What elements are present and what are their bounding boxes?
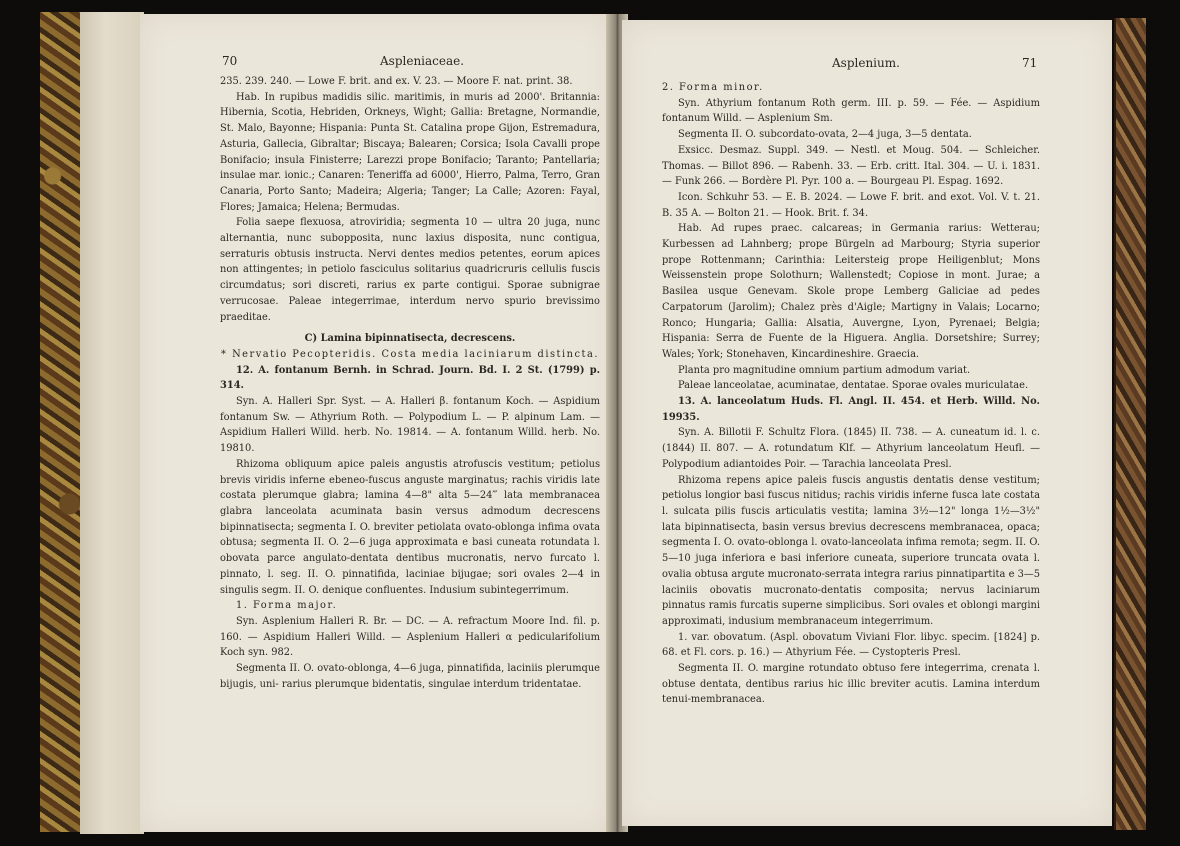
subsection-heading: * Nervatio Pecopteridis. Costa media laciniarum distincta.: [221, 348, 599, 360]
text-line: Paleae lanceolatae, acuminatae, dentatae. Sporae ovales muriculatae.: [678, 380, 1029, 392]
synonym-paragraph: Syn. Athyrium fontanum Roth germ. III. p. 59. — Fée. — Aspidium fontanum Willd. — Asplenium Sm.: [662, 97, 1040, 125]
exsiccatae-paragraph: Exsicc. Desmaz. Suppl. 349. — Nestl. et Moug. 504. — Schleicher. Thomas. — Billot 896. — Rabenh. 33. — Erb. critt. Ital. 304. — U. i. 1831. — Funk 266. — Bordère Pl. Pyr. 100 a. — Bourgeau Pl. Espag. 1692.: [662, 144, 1040, 188]
left-page: [140, 14, 612, 832]
right-running-head: Asplenium.: [832, 56, 900, 70]
variety-heading: 1. var. obovatum. (Aspl. obovatum Viviani Flor. libyc. specim. [1824] p. 68. et Fl. cors. p. 16.) — Athyrium Fée. — Cystopteris Presl.: [662, 631, 1040, 659]
right-page-body: [662, 80, 1040, 708]
form-heading: 2. Forma minor.: [662, 82, 764, 93]
icon-paragraph: Icon. Schkuhr 53. — E. B. 2024. — Lowe F. brit. and exot. Vol. V. t. 21. B. 35 A. — Bolton 21. — Hook. Brit. f. 34.: [662, 191, 1040, 219]
form-heading: 1. Forma major.: [236, 600, 338, 612]
right-page: [622, 20, 1112, 826]
habitat-paragraph: Hab. In rupibus madidis silic. maritimis, in muris ad 2000'. Britannia: Hibernia, Scotia, Hebriden, Orkneys, Wight; Gallia: Bretagne, Normandie, St. Malo, Bayonne; Hispania: Punta St. Catalina prope Gijon, Estremadura, Asturia, Gallecia, Gibraltar; Biscaya; Balearen; Corsica; Isola Cavalli prope Bonifacio; insula Finisterre; Larezzi prope Bonifacio; Taranto; Pantellaria; insulae mar. ionic.; Canaren: Teneriffa ad 6000', Hierro, Palma, Terro, Gran Canaria, Porto Santo; Madeira; Algeria; Tanger; La Calle; Azoren: Fayal, Flores; Jamaica; Helena; Bermudas.: [220, 91, 600, 213]
species-heading: 13. A. lanceolatum Huds. Fl. Angl. II. 454. et Herb. Willd. No. 19935.: [662, 396, 1040, 423]
description-paragraph: Segmenta II. O. ovato-oblonga, 4—6 juga, pinnatifida, laciniis plerumque bijugis, uni- rarius plerumque bidentatis, singulae interdum tridentatae.: [220, 663, 600, 690]
species-heading: 12. A. fontanum Bernh. in Schrad. Journ. Bd. I. 2 St. (1799) p. 314.: [220, 364, 600, 392]
synonym-paragraph: Syn. A. Halleri Spr. Syst. — A. Halleri β. fontanum Koch. — Aspidium fontanum Sw. — Athyrium Roth. — Polypodium L. — P. alpinum Lam. — Aspidium Halleri Willd. herb. No. 19814. — A. fontanum Willd. herb. No. 19810.: [220, 396, 600, 455]
right-page-number: 71: [1022, 56, 1038, 70]
section-heading: C) Lamina bipinnatisecta, decrescens.: [304, 333, 516, 345]
text-line: Segmenta II. O. subcordato-ovata, 2—4 juga, 3—5 dentata.: [678, 129, 972, 141]
page-edges-left: [80, 12, 144, 834]
description-paragraph: Segmenta II. O. margine rotundato obtuso fere integerrima, crenata l. obtuse dentata, dentibus rarius hic illic breviter acutis. Lamina interdum tenui-membranacea.: [662, 663, 1040, 706]
synonym-paragraph: Syn. A. Billotii F. Schultz Flora. (1845) II. 738. — A. cuneatum id. l. c. (1844) II. 807. — A. rotundatum Klf. — Athyrium lanceolatum Heufl. — Polypodium adiantoides Poir. — Tarachia lanceolata Presl.: [662, 427, 1040, 470]
text-line: Planta pro magnitudine omnium partium admodum variat.: [678, 364, 971, 376]
description-paragraph: Folia saepe flexuosa, atroviridia; segmenta 10 — ultra 20 juga, nunc alternantia, nunc subopposita, nunc laxius disposita, nunc contigua, serraturis obtusis instructa. Nervi dentes medios petentes, eorum apices non attingentes; in petiolo fasciculus solitarius quadricruris cellulis fuscis circumdatus; sori discreti, rarius ex parte contigui. Sporae subnigrae verrucosae. Paleae integerrimae, interdum nervo spurio brevissimo praeditae.: [220, 217, 600, 323]
marbled-edge-left: [40, 12, 84, 832]
left-running-head: Aspleniaceae.: [380, 54, 465, 68]
description-paragraph: Rhizoma repens apice paleis fuscis angustis dentatis dense vestitum; petiolus longior basi fuscus nitidus; rachis viridis inferne fusca late costata l. sulcata pilis fuscis articulatis vestita; lamina 3½—12" longa 1½—3½" lata bipinnatisecta, basin versus brevius decrescens membranacea, opaca; segmenta I. O. ovato-oblonga l. ovato-lanceolata infima remota; segm. II. O. 5—10 juga inferiora e basi inferiore cuneata, superiore truncata ovata l. ovalia obtusa argute mucronato-serrata integra rarius pinnatipartita e 3—5 laciniis obovatis mucronato-dentatis composita; nervus laciniarum pinnatus ramis furcatis superne simplicibus. Sori ovales et oblongi margini approximati, indusium membranaceum integerrimum.: [662, 474, 1040, 627]
text-line: 235. 239. 240. — Lowe F. brit. and ex. V. 23. — Moore F. nat. print. 38.: [220, 76, 573, 87]
left-page-number: 70: [222, 54, 238, 68]
left-page-body: [220, 74, 600, 692]
description-paragraph: Rhizoma obliquum apice paleis angustis atrofuscis vestitum; petiolus brevis viridis inferne ebeneo-fuscus anguste marginatus; rachis viridis late costata plerumque glabra; lamina 4—8" alta 5—24‴ lata membranacea glabra lanceolata acuminata basin versus admodum decrescens bipinnatisecta; segmenta I. O. breviter petiolata ovato-oblonga infima ovata obtusa; segmenta II. O. 2—6 juga approximata e basi cuneata rotundata l. obovata parce angulato-dentata dentibus mucronatis, nervo furcato l. pinnato, l. seg. II. O. pinnatifida, laciniae bijugae; sori ovales 2—4 in singulis segm. II. O. denique confluentes. Indusium subintegerrimum.: [220, 458, 600, 596]
habitat-paragraph: Hab. Ad rupes praec. calcareas; in Germania rarius: Wetterau; Kurbessen ad Lahnberg; prope Bürgeln ad Marbourg; Styria superior prope Rottenmann; Carinthia: Leitersteig prope Heiligenblut; Mons Weissenstein prope Solothurn; Wallenstedt; Copiose in mont. Jurae; a Basilea usque Genevam. Skole prope Lemberg Galiciae ad pedes Carpatorum (Jarolim); Chalez près d'Aigle; Martigny in Valais; Locarno; Ronco; Hungaria; Gallia: Alsatia, Auvergne, Lyon, Pyrenaei; Belgia; Hispania: Serra de Fuente de la Higuera. Anglia. Dorsetshire; Surrey; Wales; York; Stonehaven, Kincardineshire. Graecia.: [662, 223, 1040, 360]
marbled-edge-right: [1114, 18, 1146, 830]
synonym-paragraph: Syn. Asplenium Halleri R. Br. — DC. — A. refractum Moore Ind. fil. p. 160. — Aspidium Halleri Willd. — Asplenium Halleri α pedicularifolium Koch syn. 982.: [220, 615, 600, 659]
